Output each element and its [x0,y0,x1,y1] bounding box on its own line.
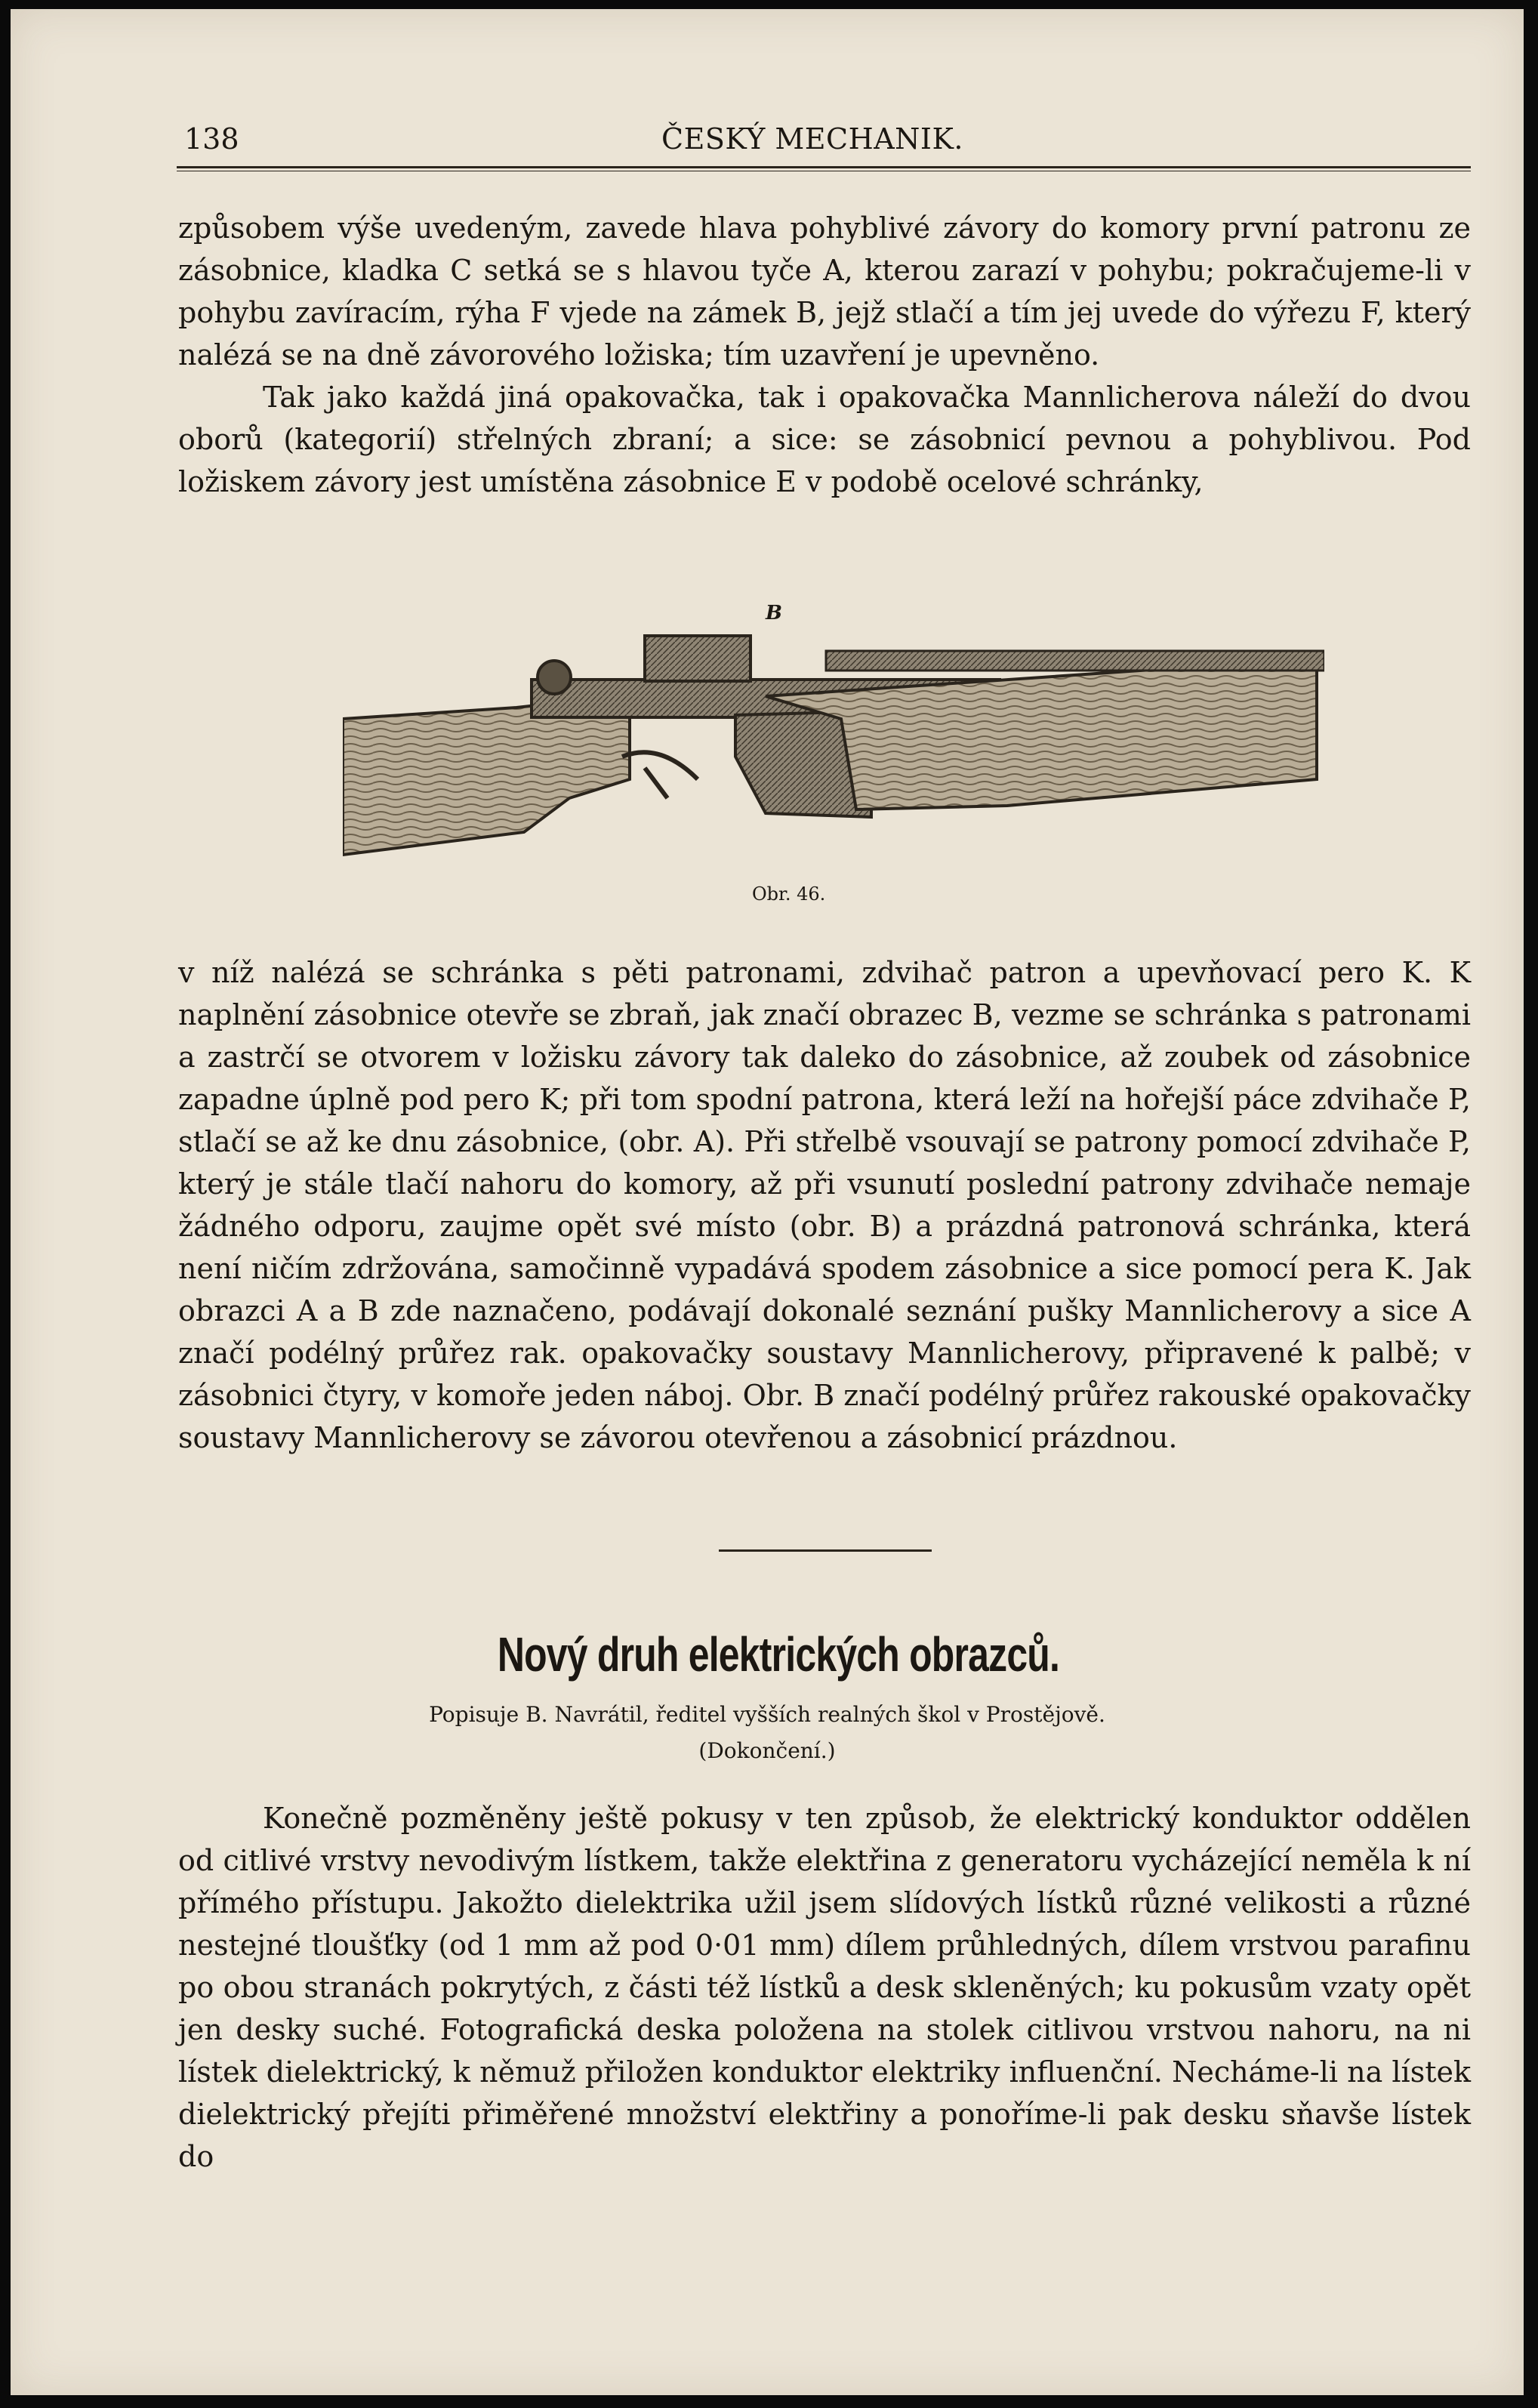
article1-text-top [178,207,1471,554]
page-number: 138 [184,122,239,156]
figure-caption: Obr. 46. [752,883,826,905]
rifle-figure [343,606,1324,870]
article2-text [178,1797,1471,2205]
header-rule [177,166,1471,171]
article-title: Nový druh elektrických obrazců. [497,1627,1060,1682]
section-separator [719,1549,932,1552]
article1-text-bottom [178,951,1471,1555]
page [11,9,1524,2395]
rifle-illustration [343,606,1324,870]
journal-title: ČESKÝ MECHANIK. [661,122,963,156]
running-header [171,115,1471,160]
paragraph: Tak jako každá jiná opakovačka, tak i opakovačka Mannlicherova náleží do dvou oborů (kategorií) střelných zbraní; a sice: se zásobnicí pevnou a pohyblivou. Pod ložiskem závory jest umístěna zásobnice E v podobě ocelové schránky, [178,381,1471,498]
figure-label-b: B [766,602,782,624]
paragraph: v níž nalézá se schránka s pěti patronami, zdvihač patron a upevňovací pero K. K naplnění zásobnice otevře se zbraň, jak značí obrazec B, vezme se schránka s patronami a zastrčí se otvorem v ložisku závory tak daleko do zásobnice, až zoubek od zásobnice zapadne úplně pod pero K; při tom spodní patrona, která leží na hořejší páce zdvihače P, stlačí se až ke dnu zásobnice, (obr. A). Při střelbě vsouvají se patrony pomocí zdvihače P, který je stále tlačí nahoru do komory, až při vsunutí poslední patrony zdvihače nemaje žádného odporu, zaujme opět své místo (obr. B) a prázdná patronová schránka, která není ničím zdržována, samočinně vypadává spodem zásobnice a sice pomocí pera K. Jak obrazci A a B zde naznačeno, podávají dokonalé seznání pušky Mannlicherovy a sice A značí podélný průřez rak. opakovačky soustavy Mannlicherovy, připravené k palbě; v zásobnici čtyry, v komoře jeden náboj. Obr. B značí podélný průřez rakouské opakovačky soustavy Mannlicherovy se závorou otevřenou a zásobnicí prázdnou. [178,956,1471,1454]
paragraph: Konečně pozměněny ještě pokusy v ten způsob, že elektrický konduktor oddělen od citlivé vrstvy nevodivým lístkem, takže elektřina z generatoru vycházející neměla k ní přímého přístupu. Jakožto dielektrika užil jsem slídových lístků různé velikosti a různé nestejné tloušťky (od 1 mm až pod 0·01 mm) dílem průhledných, dílem vrstvou parafinu po obou stranách pokrytých, z části též lístků a desk skleněných; ku pokusům vzaty opět jen desky suché. Fotografická deska položena na stolek citlivou vrstvou nahoru, na ni lístek dielektrický, k němuž přiložen konduktor elektriky influenční. Necháme-li na lístek dielektrický přejíti přiměřené množství elektřiny a ponoříme-li pak desku sňavše lístek do [178,1802,1471,2173]
article-byline: Popisuje B. Navrátil, ředitel vyšších realných škol v Prostějově. [429,1702,1105,1727]
paragraph: způsobem výše uvedeným, zavede hlava pohyblivé závory do komory první patronu ze zásobnice, kladka C setká se s hlavou tyče A, kterou zarazí v pohybu; pokračujeme-li v pohybu zavíracím, rýha F vjede na zámek B, jejž stlačí a tím jej uvede do výřezu F, který nalézá se na dně závorového ložiska; tím uzavření je upevněno. [178,211,1471,372]
continuation-note: (Dokončení.) [698,1738,836,1763]
